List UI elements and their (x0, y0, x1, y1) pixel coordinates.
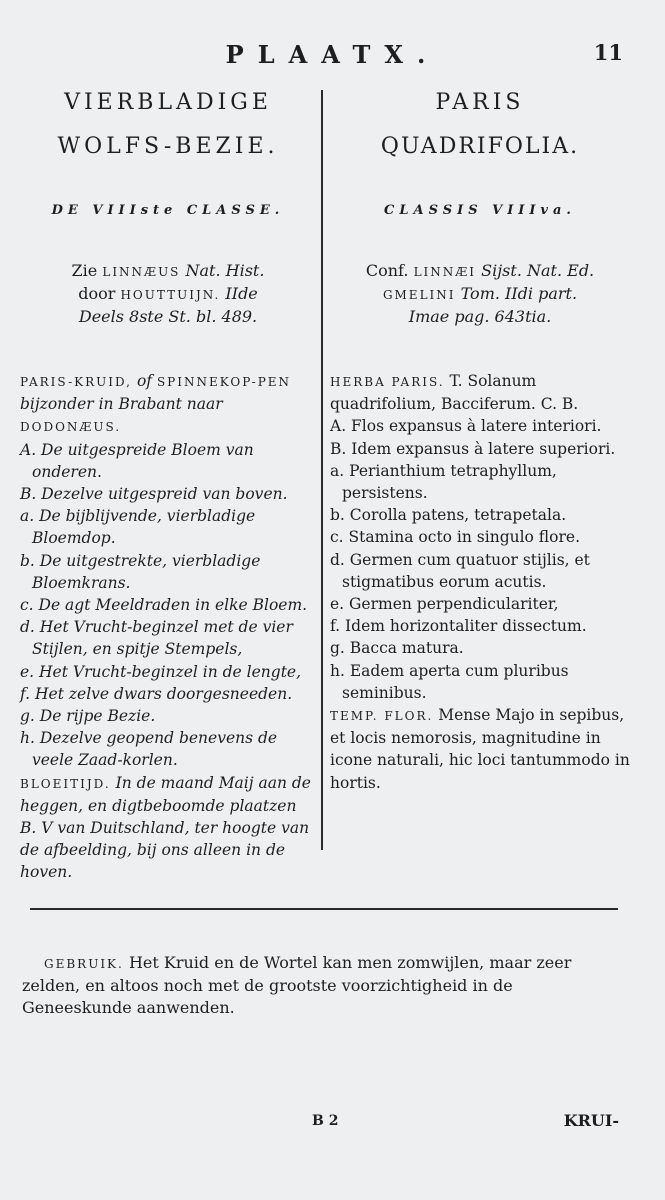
intro-name: PARIS-KRUID, (20, 375, 132, 389)
legend-item: g. Bacca matura. (330, 639, 464, 658)
intro-rest: T. Solanum quadrifolium, Bacciferum. C. B. (330, 372, 579, 414)
ref-work: Sijst. Nat. Ed. (481, 261, 595, 280)
flowering-label: TEMP. FLOR. (330, 709, 434, 724)
legend-item: a. De bijblijvende, vierbladige Bloemdop. (20, 507, 256, 548)
legend-item: d. Het Vrucht-beginzel met de vier Stijlen, en spitje Stempels, (20, 618, 293, 659)
intro-name2: SPINNEKOP-PEN (156, 375, 292, 389)
left-intro (20, 370, 316, 439)
column-divider (321, 90, 323, 850)
right-flowering-time (330, 704, 630, 794)
legend-item: b. Corolla patens, tetrapetala. (330, 506, 567, 525)
legend-item: a. Perianthium tetraphyllum, persistens. (330, 461, 557, 503)
flowering-text: Mense Majo in sepibus, et locis nemorosis, magnitudine in icone naturali, hic loci tantummodo in hortis. (330, 706, 630, 792)
intro-author: DODONÆUS. (20, 420, 122, 435)
right-reference (330, 260, 630, 327)
usage-label: GEBRUIK. (44, 957, 124, 971)
page-number: 11 (593, 40, 623, 65)
intro-name: HERBA PARIS. (330, 375, 445, 389)
ref-volume: Tom. IIdi part. (460, 284, 578, 303)
legend-item: e. Het Vrucht-beginzel in de lengte, (20, 662, 302, 681)
ref-page: Deels 8ste St. bl. 489. (78, 307, 258, 326)
catchword: KRUI- (563, 1111, 619, 1130)
ref-page: Imae pag. 643tia. (408, 307, 552, 326)
legend-item: c. Stamina octo in singulo flore. (330, 528, 580, 547)
intro-of: of (136, 372, 153, 390)
legend-item: A. Flos expansus à latere interiori. (330, 417, 602, 436)
ref-author: HOUTTUIJN. (120, 288, 221, 302)
legend-item: B. Dezelve uitgespreid van boven. (20, 485, 288, 504)
legend-item: f. Het zelve dwars doorgesneeden. (20, 684, 293, 703)
left-classe: DE VIIIste CLASSE. (51, 203, 285, 218)
right-classis: CLASSIS VIIIva. (384, 203, 576, 218)
legend-item: g. De rijpe Bezie. (20, 707, 156, 726)
left-flowering-time (20, 772, 316, 884)
ref-author: LINNÆI (413, 265, 477, 279)
right-title-line1: PARIS (435, 90, 525, 115)
horizontal-rule (30, 908, 618, 910)
ref-volume: IIde (225, 284, 258, 303)
legend-item: b. De uitgestrekte, vierbladige Bloemkrans. (20, 551, 261, 592)
legend-item: f. Idem horizontaliter dissectum. (330, 617, 587, 636)
right-intro (330, 370, 630, 415)
ref-work: Nat. Hist. (185, 261, 265, 280)
legend-item: c. De agt Meeldraden in elke Bloem. (20, 596, 308, 615)
ref-author: GMELINI (382, 288, 456, 302)
legend-item: A. De uitgespreide Bloem van onderen. (20, 440, 254, 481)
flowering-text: In de maand Maij aan de heggen, en digtbeboomde plaatzen B. V van Duitschland, ter hoogte van de afbeelding, bij ons alleen in de hoven. (20, 773, 311, 882)
left-title-line1: VIERBLADIGE (64, 90, 272, 115)
ref-text: Conf. (365, 261, 409, 280)
plate-heading: PLAATX. (225, 40, 440, 69)
legend-item: h. Eadem aperta cum pluribus seminibus. (330, 661, 569, 702)
ref-text: Zie (71, 261, 98, 280)
legend-item: e. Germen perpendiculariter, (330, 595, 559, 614)
usage-text: Het Kruid en de Wortel kan men zomwijlen, maar zeer zelden, en altoos noch met de grootste voorzichtigheid in de Geneeskunde aanwenden. (22, 953, 572, 1017)
right-legend (330, 370, 630, 794)
right-title-line2: QUADRIFOLIA. (380, 134, 580, 159)
legend-item: B. Idem expansus à latere superiori. (330, 439, 616, 458)
ref-text: door (78, 284, 116, 303)
left-legend (20, 370, 316, 884)
intro-rest: bijzonder in Brabant naar (20, 395, 223, 414)
legend-item: d. Germen cum quatuor stijlis, et stigmatibus eorum acutis. (330, 550, 590, 591)
usage-paragraph (22, 952, 622, 1019)
flowering-label: BLOEITIJD. (20, 776, 111, 791)
signature-mark: B 2 (312, 1113, 339, 1129)
legend-item: h. Dezelve geopend benevens de veele Zaad-korlen. (20, 729, 278, 770)
left-reference (20, 260, 316, 327)
left-title-line2: WOLFS-BEZIE. (57, 134, 279, 159)
ref-author: LINNÆUS (102, 265, 181, 279)
